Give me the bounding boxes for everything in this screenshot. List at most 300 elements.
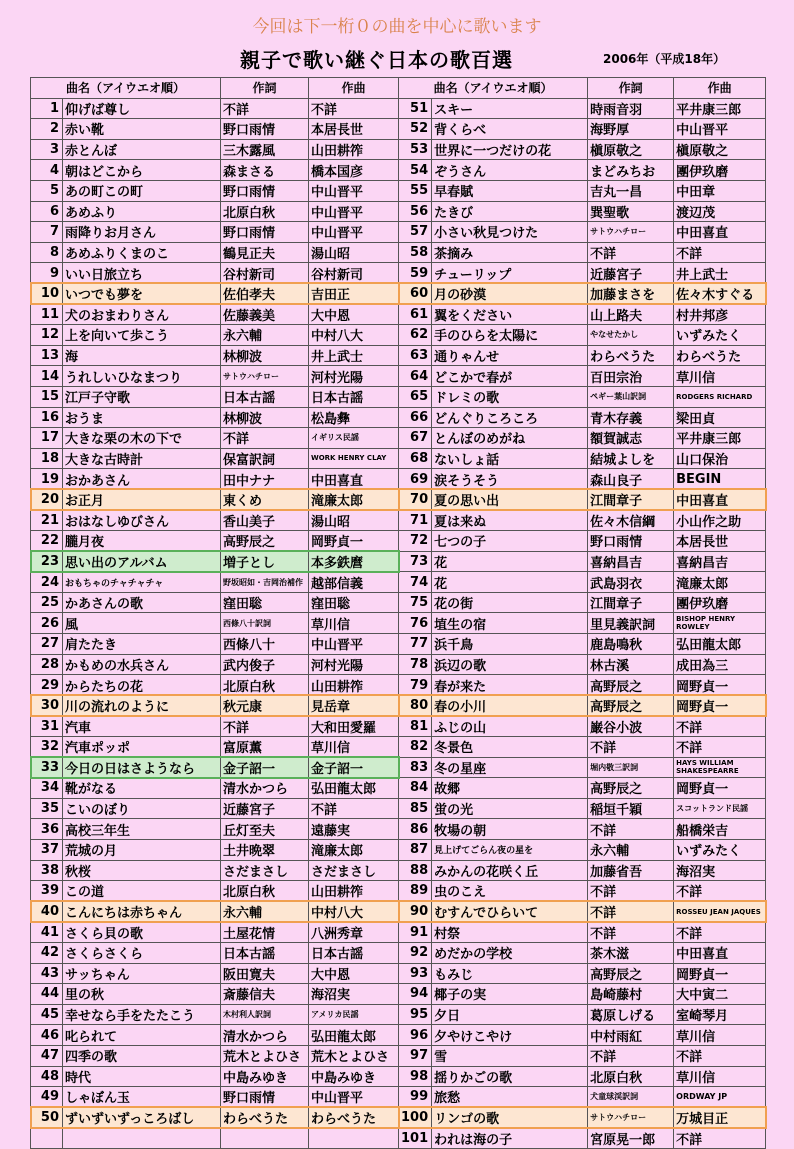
lyricist: 不詳 bbox=[588, 901, 674, 922]
song-title: 涙そうそう bbox=[432, 469, 588, 490]
header-lyrics-left: 作詞 bbox=[221, 78, 309, 99]
lyricist: わらべうた bbox=[588, 345, 674, 366]
song-title: こんにちは赤ちゃん bbox=[63, 901, 221, 922]
song-title: チューリップ bbox=[432, 263, 588, 284]
page-title: 親子で歌い継ぐ日本の歌百選 bbox=[240, 48, 513, 72]
lyricist: 土井晩翠 bbox=[221, 839, 309, 860]
song-number: 65 bbox=[399, 386, 432, 407]
song-number: 69 bbox=[399, 469, 432, 490]
composer: 本居長世 bbox=[309, 119, 399, 140]
song-number: 92 bbox=[399, 942, 432, 963]
table-header-row bbox=[31, 78, 766, 99]
song-number: 5 bbox=[31, 180, 63, 201]
lyricist: 谷村新司 bbox=[221, 263, 309, 284]
song-number: 28 bbox=[31, 654, 63, 675]
song-title: 見上げてごらん夜の星を bbox=[432, 839, 588, 860]
lyricist: 阪田寛夫 bbox=[221, 963, 309, 984]
lyricist: 永六輔 bbox=[588, 839, 674, 860]
composer: 團伊玖磨 bbox=[674, 160, 766, 181]
song-number: 68 bbox=[399, 448, 432, 469]
song-title: 蛍の光 bbox=[432, 798, 588, 819]
composer: WORK HENRY CLAY bbox=[309, 448, 399, 469]
lyricist: 百田宗治 bbox=[588, 366, 674, 387]
song-title: 揺りかごの歌 bbox=[432, 1066, 588, 1087]
table-row bbox=[31, 860, 766, 881]
lyricist: 丘灯至夫 bbox=[221, 819, 309, 840]
composer: 滝廉太郎 bbox=[674, 572, 766, 593]
composer: 平井康三郎 bbox=[674, 428, 766, 449]
lyricist: 窪田聡 bbox=[221, 592, 309, 613]
lyricist: 佐伯孝夫 bbox=[221, 283, 309, 304]
song-title: からたちの花 bbox=[63, 675, 221, 696]
song-number: 85 bbox=[399, 798, 432, 819]
song-number: 42 bbox=[31, 942, 63, 963]
composer: 中田喜直 bbox=[674, 942, 766, 963]
song-title: リンゴの歌 bbox=[432, 1107, 588, 1128]
song-number: 2 bbox=[31, 119, 63, 140]
composer: 不詳 bbox=[674, 1045, 766, 1066]
song-title: どこかで春が bbox=[432, 366, 588, 387]
lyricist: 不詳 bbox=[221, 98, 309, 119]
table-row bbox=[31, 222, 766, 243]
song-number: 74 bbox=[399, 572, 432, 593]
composer: 日本古謡 bbox=[309, 386, 399, 407]
song-title: 荒城の月 bbox=[63, 839, 221, 860]
lyricist: 野口雨情 bbox=[221, 180, 309, 201]
table-row bbox=[31, 819, 766, 840]
table-row bbox=[31, 1004, 766, 1025]
header-music-left: 作曲 bbox=[309, 78, 399, 99]
composer: 中村八大 bbox=[309, 901, 399, 922]
table-row bbox=[31, 716, 766, 737]
song-number: 60 bbox=[399, 283, 432, 304]
song-number: 83 bbox=[399, 757, 432, 778]
song-number: 57 bbox=[399, 222, 432, 243]
composer: 中田章 bbox=[674, 180, 766, 201]
table-row bbox=[31, 242, 766, 263]
table-row bbox=[31, 407, 766, 428]
song-title: ずいずいずっころばし bbox=[63, 1107, 221, 1128]
song-number: 86 bbox=[399, 819, 432, 840]
lyricist: 野口雨情 bbox=[588, 531, 674, 552]
song-number: 49 bbox=[31, 1087, 63, 1108]
song-title: 秋桜 bbox=[63, 860, 221, 881]
song-title: 風 bbox=[63, 613, 221, 634]
composer: 不詳 bbox=[674, 242, 766, 263]
composer: 不詳 bbox=[309, 98, 399, 119]
song-number: 17 bbox=[31, 428, 63, 449]
composer: 中山晋平 bbox=[309, 634, 399, 655]
song-number: 31 bbox=[31, 716, 63, 737]
composer: ROSSEU JEAN JAQUES bbox=[674, 901, 766, 922]
song-number: 90 bbox=[399, 901, 432, 922]
lyricist: 田中ナナ bbox=[221, 469, 309, 490]
composer: 井上武士 bbox=[674, 263, 766, 284]
song-title: うれしいひなまつり bbox=[63, 366, 221, 387]
composer: BEGIN bbox=[674, 469, 766, 490]
lyricist: 金子詔一 bbox=[221, 757, 309, 778]
lyricist: 中島みゆき bbox=[221, 1066, 309, 1087]
composer: 越部信義 bbox=[309, 572, 399, 593]
table-row bbox=[31, 325, 766, 346]
song-title: おうま bbox=[63, 407, 221, 428]
song-title: 春が来た bbox=[432, 675, 588, 696]
song-number: 95 bbox=[399, 1004, 432, 1025]
composer: 見岳章 bbox=[309, 695, 399, 716]
song-title: ぞうさん bbox=[432, 160, 588, 181]
composer: 中山晋平 bbox=[309, 180, 399, 201]
table-row bbox=[31, 963, 766, 984]
lyricist: 海野厚 bbox=[588, 119, 674, 140]
table-row bbox=[31, 922, 766, 943]
lyricist: 野口雨情 bbox=[221, 222, 309, 243]
song-title: 汽車 bbox=[63, 716, 221, 737]
table-row bbox=[31, 778, 766, 799]
lyricist: サトウハチロー bbox=[588, 1107, 674, 1128]
composer: イギリス民謡 bbox=[309, 428, 399, 449]
lyricist: 結城よしを bbox=[588, 448, 674, 469]
lyricist: 北原白秋 bbox=[221, 675, 309, 696]
song-title: みかんの花咲く丘 bbox=[432, 860, 588, 881]
song-title: 春の小川 bbox=[432, 695, 588, 716]
lyricist: 巌谷小波 bbox=[588, 716, 674, 737]
song-number: 59 bbox=[399, 263, 432, 284]
header-song-right: 曲名（アイウエオ順） bbox=[399, 78, 588, 99]
table-row bbox=[31, 1107, 766, 1128]
song-number: 84 bbox=[399, 778, 432, 799]
lyricist: 喜納昌吉 bbox=[588, 551, 674, 572]
lyricist: 里見義訳詞 bbox=[588, 613, 674, 634]
song-number: 70 bbox=[399, 489, 432, 510]
song-title: あめふり bbox=[63, 201, 221, 222]
song-title: こいのぼり bbox=[63, 798, 221, 819]
table-row bbox=[31, 531, 766, 552]
song-title: 手のひらを太陽に bbox=[432, 325, 588, 346]
song-number: 47 bbox=[31, 1045, 63, 1066]
song-title: 朧月夜 bbox=[63, 531, 221, 552]
composer: 不詳 bbox=[674, 737, 766, 758]
song-title: 冬の星座 bbox=[432, 757, 588, 778]
song-number: 80 bbox=[399, 695, 432, 716]
lyricist: 不詳 bbox=[588, 881, 674, 902]
song-number: 54 bbox=[399, 160, 432, 181]
lyricist: 木村利人訳詞 bbox=[221, 1004, 309, 1025]
song-title: おはなしゆびさん bbox=[63, 510, 221, 531]
composer: 中山晋平 bbox=[309, 222, 399, 243]
song-title: 大きな栗の木の下で bbox=[63, 428, 221, 449]
composer: 中村八大 bbox=[309, 325, 399, 346]
song-number: 8 bbox=[31, 242, 63, 263]
lyricist: 三木露風 bbox=[221, 139, 309, 160]
song-title: 虫のこえ bbox=[432, 881, 588, 902]
composer: 河村光陽 bbox=[309, 366, 399, 387]
song-number: 26 bbox=[31, 613, 63, 634]
composer: 佐々木すぐる bbox=[674, 283, 766, 304]
table-row bbox=[31, 1025, 766, 1046]
song-title: 雨降りお月さん bbox=[63, 222, 221, 243]
song-number: 93 bbox=[399, 963, 432, 984]
table-row bbox=[31, 263, 766, 284]
song-number: 19 bbox=[31, 469, 63, 490]
lyricist: 増子とし bbox=[221, 551, 309, 572]
song-title: 江戸子守歌 bbox=[63, 386, 221, 407]
song-title: この道 bbox=[63, 881, 221, 902]
lyricist: 槇原敬之 bbox=[588, 139, 674, 160]
song-number: 15 bbox=[31, 386, 63, 407]
composer: 梁田貞 bbox=[674, 407, 766, 428]
lyricist: 不詳 bbox=[588, 737, 674, 758]
song-number: 64 bbox=[399, 366, 432, 387]
lyricist: 江間章子 bbox=[588, 489, 674, 510]
song-title: 犬のおまわりさん bbox=[63, 304, 221, 325]
table-row bbox=[31, 201, 766, 222]
lyricist: 葛原しげる bbox=[588, 1004, 674, 1025]
song-title: めだかの学校 bbox=[432, 942, 588, 963]
song-title: さくらさくら bbox=[63, 942, 221, 963]
lyricist: 土屋花情 bbox=[221, 922, 309, 943]
composer: 大中寅二 bbox=[674, 984, 766, 1005]
composer: 吉田正 bbox=[309, 283, 399, 304]
lyricist: 島崎藤村 bbox=[588, 984, 674, 1005]
song-title: 四季の歌 bbox=[63, 1045, 221, 1066]
composer: 不詳 bbox=[674, 1128, 766, 1149]
table-row bbox=[31, 180, 766, 201]
song-title: 浜千鳥 bbox=[432, 634, 588, 655]
lyricist: 荒木とよひさ bbox=[221, 1045, 309, 1066]
lyricist: やなせたかし bbox=[588, 325, 674, 346]
lyricist: 犬童球渓訳詞 bbox=[588, 1087, 674, 1108]
song-title: 村祭 bbox=[432, 922, 588, 943]
lyricist: 佐々木信綱 bbox=[588, 510, 674, 531]
song-title: どんぐりころころ bbox=[432, 407, 588, 428]
table-row bbox=[31, 984, 766, 1005]
song-number: 101 bbox=[399, 1128, 432, 1149]
lyricist: わらべうた bbox=[221, 1107, 309, 1128]
song-title: 翼をください bbox=[432, 304, 588, 325]
song-title: 冬景色 bbox=[432, 737, 588, 758]
composer: 本多鉄麿 bbox=[309, 551, 399, 572]
composer: 中山晋平 bbox=[674, 119, 766, 140]
table-row bbox=[31, 634, 766, 655]
composer: いずみたく bbox=[674, 325, 766, 346]
composer: 弘田龍太郎 bbox=[309, 778, 399, 799]
song-title: 叱られて bbox=[63, 1025, 221, 1046]
composer: 湯山昭 bbox=[309, 242, 399, 263]
lyricist: さだまさし bbox=[221, 860, 309, 881]
lyricist: 高野辰之 bbox=[588, 675, 674, 696]
composer: 窪田聡 bbox=[309, 592, 399, 613]
song-number: 58 bbox=[399, 242, 432, 263]
table-row bbox=[31, 160, 766, 181]
lyricist: 加藤省吾 bbox=[588, 860, 674, 881]
composer: HAYS WILLIAM SHAKESPEARRE bbox=[674, 757, 766, 778]
table-row bbox=[31, 119, 766, 140]
table-row bbox=[31, 1045, 766, 1066]
song-table bbox=[30, 77, 766, 1149]
lyricist: まどみちお bbox=[588, 160, 674, 181]
song-number: 82 bbox=[399, 737, 432, 758]
song-title: 赤い靴 bbox=[63, 119, 221, 140]
lyricist: 堀内敬三訳詞 bbox=[588, 757, 674, 778]
lyricist: 巽聖歌 bbox=[588, 201, 674, 222]
lyricist: 野口雨情 bbox=[221, 1087, 309, 1108]
lyricist: 山上路夫 bbox=[588, 304, 674, 325]
lyricist: 茶木滋 bbox=[588, 942, 674, 963]
lyricist: 森山良子 bbox=[588, 469, 674, 490]
song-title: 通りゃんせ bbox=[432, 345, 588, 366]
lyricist: 鹿島鳴秋 bbox=[588, 634, 674, 655]
song-title: 七つの子 bbox=[432, 531, 588, 552]
composer: 草川信 bbox=[674, 1066, 766, 1087]
lyricist: 高野辰之 bbox=[588, 695, 674, 716]
table-row bbox=[31, 1087, 766, 1108]
lyricist: 時雨音羽 bbox=[588, 98, 674, 119]
table-row bbox=[31, 386, 766, 407]
table-row bbox=[31, 839, 766, 860]
composer: 中山晋平 bbox=[309, 201, 399, 222]
song-title: 世界に一つだけの花 bbox=[432, 139, 588, 160]
song-number: 53 bbox=[399, 139, 432, 160]
song-number: 97 bbox=[399, 1045, 432, 1066]
song-number: 25 bbox=[31, 592, 63, 613]
song-title: 上を向いて歩こう bbox=[63, 325, 221, 346]
composer: 河村光陽 bbox=[309, 654, 399, 675]
song-number: 7 bbox=[31, 222, 63, 243]
lyricist: 日本古謡 bbox=[221, 386, 309, 407]
composer: 喜納昌吉 bbox=[674, 551, 766, 572]
lyricist: 近藤宮子 bbox=[588, 263, 674, 284]
composer: 大中恩 bbox=[309, 963, 399, 984]
composer: 草川信 bbox=[674, 1025, 766, 1046]
composer: 山田耕筰 bbox=[309, 139, 399, 160]
song-title: おもちゃのチャチャチャ bbox=[63, 572, 221, 593]
composer: 谷村新司 bbox=[309, 263, 399, 284]
composer: 不詳 bbox=[309, 798, 399, 819]
song-number: 34 bbox=[31, 778, 63, 799]
table-row bbox=[31, 283, 766, 304]
song-title: 赤とんぼ bbox=[63, 139, 221, 160]
song-number: 46 bbox=[31, 1025, 63, 1046]
composer: 海沼実 bbox=[309, 984, 399, 1005]
table-row bbox=[31, 345, 766, 366]
lyricist: 不詳 bbox=[588, 819, 674, 840]
song-title: いつでも夢を bbox=[63, 283, 221, 304]
composer: 岡野貞一 bbox=[674, 963, 766, 984]
composer: 不詳 bbox=[674, 716, 766, 737]
lyricist bbox=[221, 1128, 309, 1149]
song-title: 旅愁 bbox=[432, 1087, 588, 1108]
song-number: 10 bbox=[31, 283, 63, 304]
song-number: 38 bbox=[31, 860, 63, 881]
header-music-right: 作曲 bbox=[674, 78, 766, 99]
song-title: 汽車ポッポ bbox=[63, 737, 221, 758]
lyricist: 東くめ bbox=[221, 489, 309, 510]
song-title: サッちゃん bbox=[63, 963, 221, 984]
song-number: 98 bbox=[399, 1066, 432, 1087]
song-title: 思い出のアルバム bbox=[63, 551, 221, 572]
song-number: 3 bbox=[31, 139, 63, 160]
song-number: 18 bbox=[31, 448, 63, 469]
song-title: 幸せなら手をたたこう bbox=[63, 1004, 221, 1025]
lyricist: 高野辰之 bbox=[588, 963, 674, 984]
lyricist: 野坂昭如・吉岡治補作 bbox=[221, 572, 309, 593]
song-title: スキー bbox=[432, 98, 588, 119]
song-title: われは海の子 bbox=[432, 1128, 588, 1149]
lyricist: 北原白秋 bbox=[221, 201, 309, 222]
table-row bbox=[31, 1128, 766, 1149]
song-number: 100 bbox=[399, 1107, 432, 1128]
song-title: 椰子の実 bbox=[432, 984, 588, 1005]
composer: 岡野貞一 bbox=[674, 675, 766, 696]
song-number: 87 bbox=[399, 839, 432, 860]
lyricist: 北原白秋 bbox=[588, 1066, 674, 1087]
song-number: 96 bbox=[399, 1025, 432, 1046]
song-title: 浜辺の歌 bbox=[432, 654, 588, 675]
composer: 海沼実 bbox=[674, 860, 766, 881]
song-title: お正月 bbox=[63, 489, 221, 510]
composer: 湯山昭 bbox=[309, 510, 399, 531]
song-title: 高校三年生 bbox=[63, 819, 221, 840]
lyricist: 青木存義 bbox=[588, 407, 674, 428]
song-number: 32 bbox=[31, 737, 63, 758]
composer: 滝廉太郎 bbox=[309, 839, 399, 860]
lyricist: 日本古謡 bbox=[221, 942, 309, 963]
table-row bbox=[31, 654, 766, 675]
song-title: 花の街 bbox=[432, 592, 588, 613]
table-row bbox=[31, 737, 766, 758]
composer: 中田喜直 bbox=[674, 222, 766, 243]
song-title: むすんでひらいて bbox=[432, 901, 588, 922]
lyricist: 不詳 bbox=[221, 428, 309, 449]
song-number: 81 bbox=[399, 716, 432, 737]
lyricist: 不詳 bbox=[588, 1045, 674, 1066]
lyricist: 宮原晃一郎 bbox=[588, 1128, 674, 1149]
song-number: 33 bbox=[31, 757, 63, 778]
table-row bbox=[31, 489, 766, 510]
composer: 山田耕筰 bbox=[309, 675, 399, 696]
song-title: 月の砂漠 bbox=[432, 283, 588, 304]
song-title: おかあさん bbox=[63, 469, 221, 490]
lyricist: 斎藤信夫 bbox=[221, 984, 309, 1005]
lyricist: 近藤宮子 bbox=[221, 798, 309, 819]
header-lyrics-right: 作詞 bbox=[588, 78, 674, 99]
song-number: 4 bbox=[31, 160, 63, 181]
song-number: 36 bbox=[31, 819, 63, 840]
song-number: 63 bbox=[399, 345, 432, 366]
composer: 岡野貞一 bbox=[674, 778, 766, 799]
composer: 中田喜直 bbox=[674, 489, 766, 510]
lyricist: 不詳 bbox=[588, 922, 674, 943]
song-number: 48 bbox=[31, 1066, 63, 1087]
lyricist: 額賀誠志 bbox=[588, 428, 674, 449]
lyricist: サトウハチロー bbox=[588, 222, 674, 243]
lyricist: 江間章子 bbox=[588, 592, 674, 613]
table-row bbox=[31, 942, 766, 963]
lyricist: 清水かつら bbox=[221, 778, 309, 799]
song-title: あめふりくまのこ bbox=[63, 242, 221, 263]
lyricist: 保富訳詞 bbox=[221, 448, 309, 469]
lyricist: 武内俊子 bbox=[221, 654, 309, 675]
song-number: 55 bbox=[399, 180, 432, 201]
composer: ORDWAY JP bbox=[674, 1087, 766, 1108]
composer: 團伊玖磨 bbox=[674, 592, 766, 613]
song-number: 75 bbox=[399, 592, 432, 613]
song-number: 67 bbox=[399, 428, 432, 449]
composer bbox=[309, 1128, 399, 1149]
composer: 八洲秀章 bbox=[309, 922, 399, 943]
lyricist: 北原白秋 bbox=[221, 881, 309, 902]
composer: 不詳 bbox=[674, 922, 766, 943]
